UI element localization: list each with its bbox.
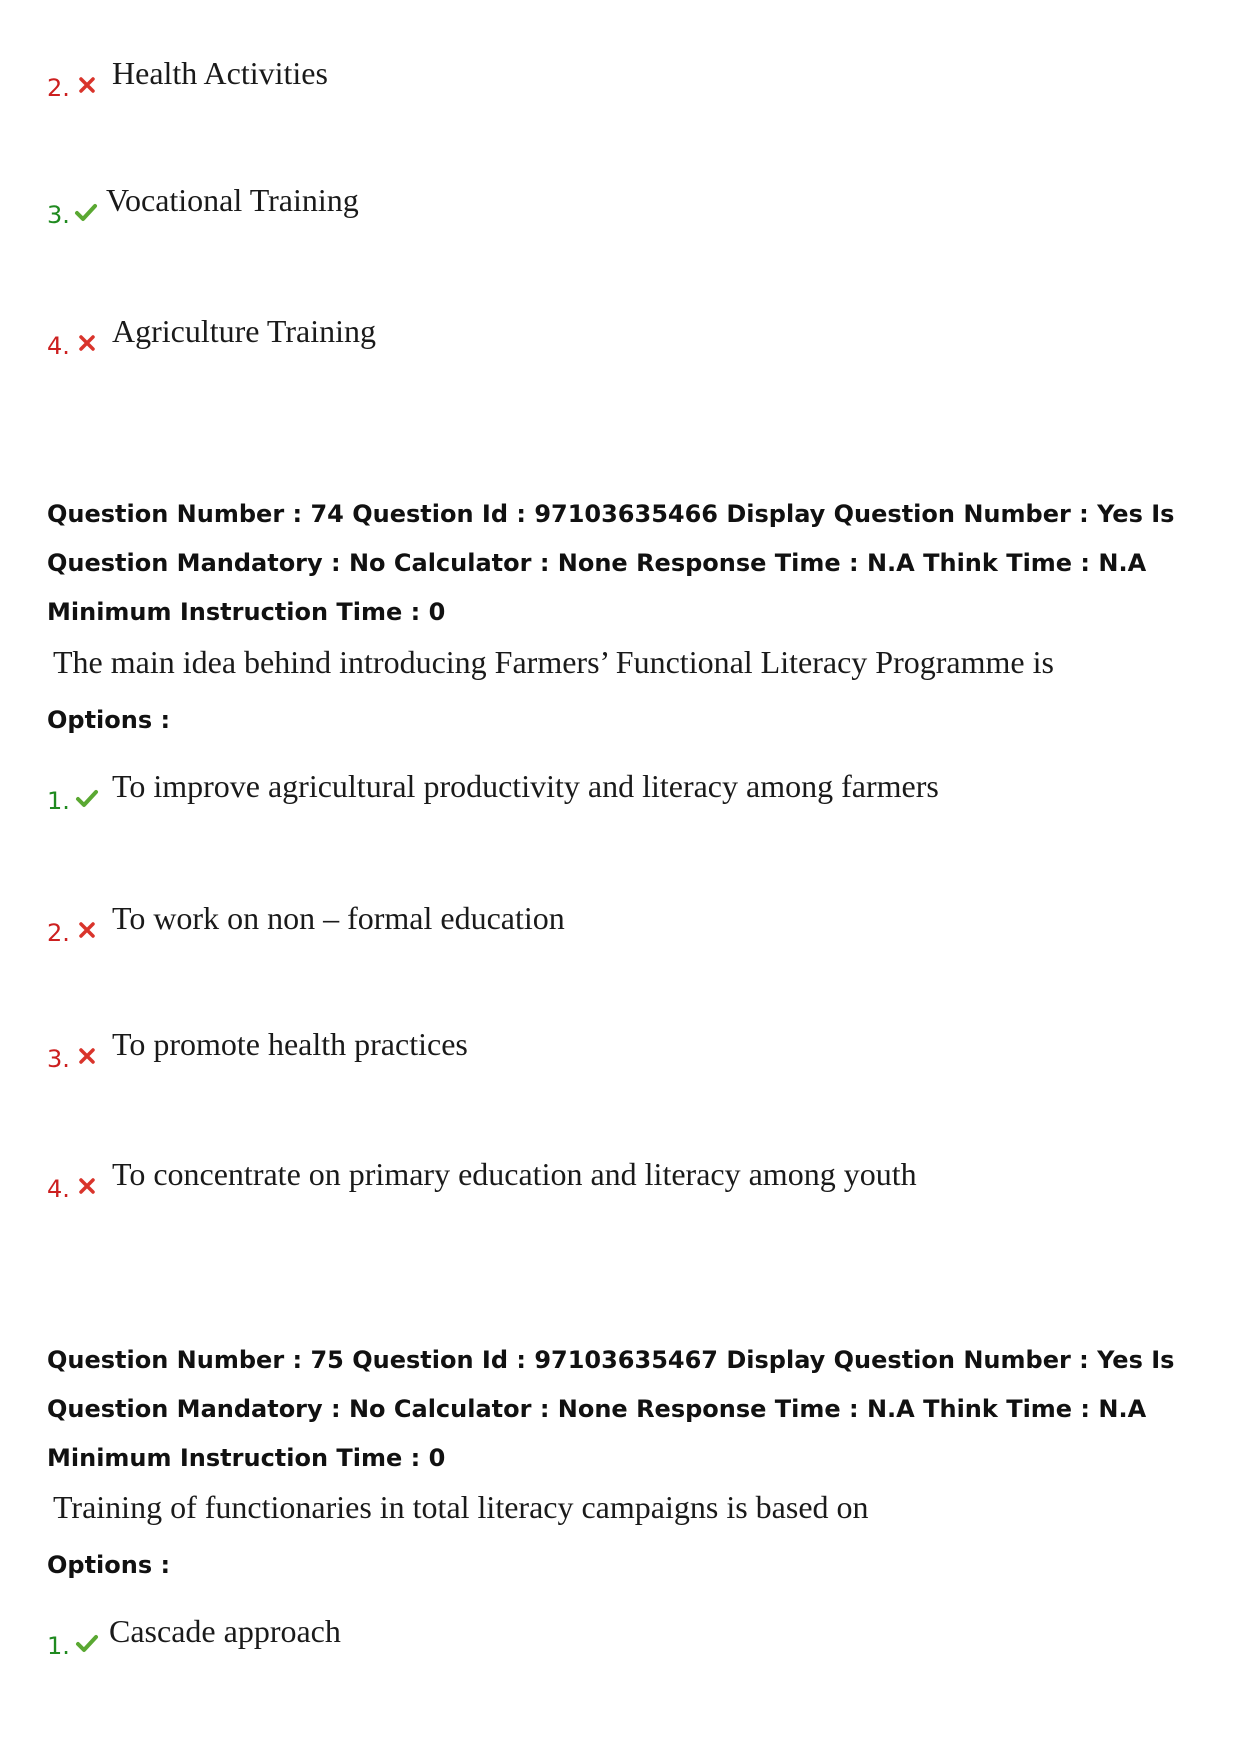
cross-icon xyxy=(75,1174,99,1198)
check-icon xyxy=(74,200,98,224)
option-item xyxy=(0,182,1240,242)
option-item xyxy=(0,1613,1240,1673)
option-number: 4. xyxy=(47,332,70,360)
question-text: Training of functionaries in total literacy campaigns is based on xyxy=(53,1489,869,1525)
option-item xyxy=(0,55,1240,115)
option-number: 1. xyxy=(47,787,70,815)
cross-icon xyxy=(75,331,99,355)
option-number: 2. xyxy=(47,919,70,947)
option-text: To concentrate on primary education and literacy among youth xyxy=(112,1156,917,1192)
options-label: Options : xyxy=(47,1551,171,1579)
option-item xyxy=(0,1156,1240,1216)
question-meta: Question Number : 74 Question Id : 97103635466 Display Question Number : Yes Is Question Mandatory : No Calculator : None Response Time : N.A Think Time : N.A Minimum Instruction Time : 0 xyxy=(47,500,1175,626)
question-meta: Question Number : 75 Question Id : 97103635467 Display Question Number : Yes Is Question Mandatory : No Calculator : None Response Time : N.A Think Time : N.A Minimum Instruction Time : 0 xyxy=(47,1346,1175,1472)
option-item xyxy=(0,313,1240,373)
option-text: To work on non – formal education xyxy=(112,900,565,936)
cross-icon xyxy=(75,73,99,97)
option-item xyxy=(0,768,1240,828)
option-item xyxy=(0,1026,1240,1086)
option-text: Vocational Training xyxy=(106,182,359,218)
check-icon xyxy=(75,786,99,810)
option-text: To promote health practices xyxy=(112,1026,468,1062)
option-text: To improve agricultural productivity and literacy among farmers xyxy=(112,768,939,804)
option-text: Cascade approach xyxy=(109,1613,341,1649)
option-text: Health Activities xyxy=(112,55,328,91)
question-text: The main idea behind introducing Farmers’ Functional Literacy Programme is xyxy=(53,644,1054,680)
option-item xyxy=(0,900,1240,960)
option-number: 4. xyxy=(47,1175,70,1203)
option-number: 3. xyxy=(47,1045,70,1073)
option-number: 3. xyxy=(47,201,70,229)
check-icon xyxy=(75,1631,99,1655)
options-label: Options : xyxy=(47,706,171,734)
option-number: 2. xyxy=(47,74,70,102)
option-number: 1. xyxy=(47,1632,70,1660)
cross-icon xyxy=(75,918,99,942)
cross-icon xyxy=(75,1044,99,1068)
option-text: Agriculture Training xyxy=(112,313,376,349)
